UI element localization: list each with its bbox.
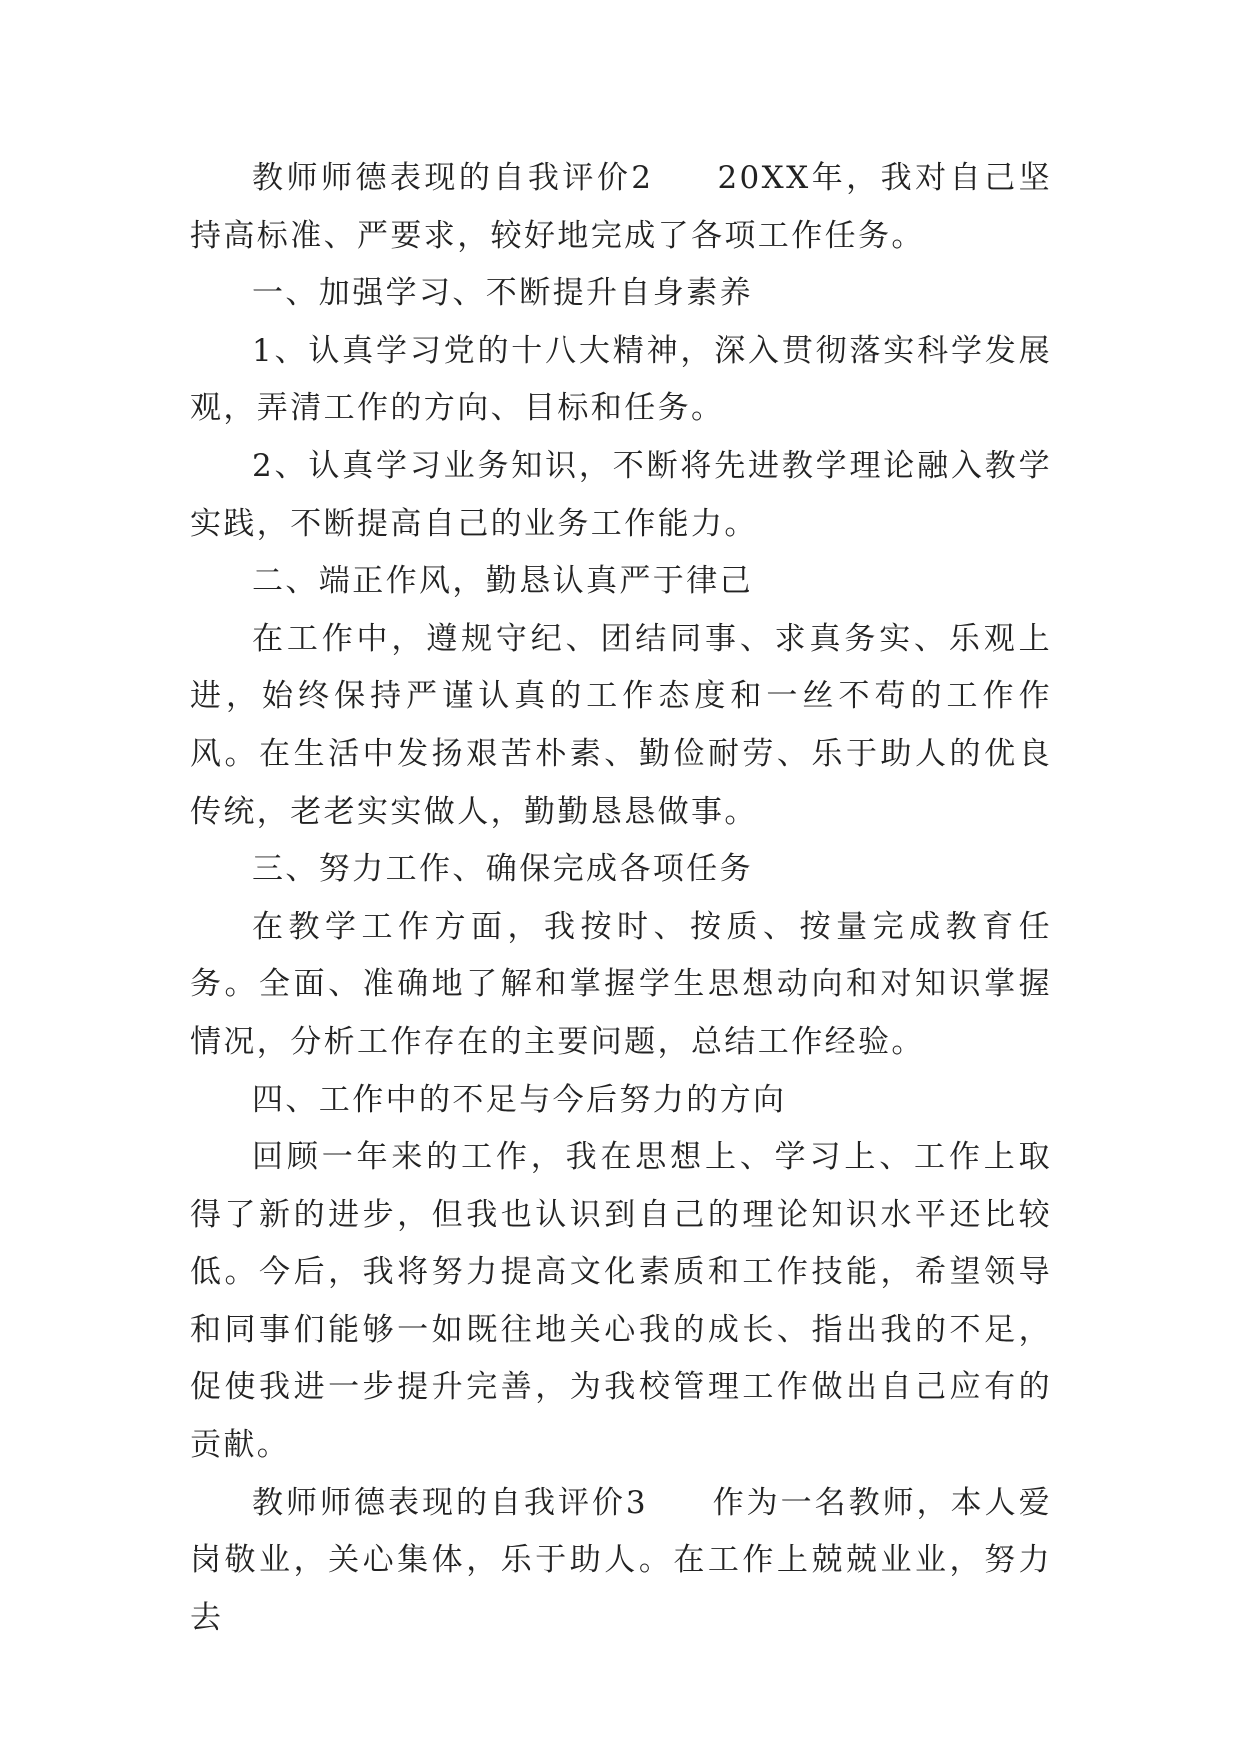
paragraph-intro-evaluation-2 <box>190 150 1052 265</box>
paragraph-work-style: 在工作中，遵规守纪、团结同事、求真务实、乐观上进，始终保持严谨认真的工作态度和一丝不苟的工作作风。在生活中发扬艰苦朴素、勤俭耐劳、乐于助人的优良传统，老老实实做人，勤勤恳恳做事。 <box>190 620 1052 830</box>
heading-section-3: 三、努力工作、确保完成各项任务 <box>252 851 753 888</box>
heading-section-1: 一、加强学习、不断提升自身素养 <box>252 275 753 312</box>
section-title: 教师师德表现的自我评价3 <box>252 1484 649 1521</box>
paragraph-text: 20XX年，我对自己坚持高标准、严要求，较好地完成了各项工作任务。 <box>190 160 1052 254</box>
paragraph-intro-evaluation-3 <box>190 1475 1052 1648</box>
paragraph-item-2: 2、认真学习业务知识，不断将先进教学理论融入教学实践，不断提高自己的业务工作能力。 <box>190 447 1052 542</box>
paragraph-text: 作为一名教师，本人爱岗敬业，关心集体，乐于助人。在工作上兢兢业业，努力去 <box>190 1484 1052 1636</box>
paragraph-review: 回顾一年来的工作，我在思想上、学习上、工作上取得了新的进步，但我也认识到自己的理论知识水平还比较低。今后，我将努力提高文化素质和工作技能，希望领导和同事们能够一如既往地关心我的成长、指出我的不足，促使我进一步提升完善，为我校管理工作做出自己应有的贡献。 <box>190 1139 1052 1464</box>
paragraph-teaching-work: 在教学工作方面，我按时、按质、按量完成教育任务。全面、准确地了解和掌握学生思想动向和对知识掌握情况，分析工作存在的主要问题，总结工作经验。 <box>190 908 1052 1060</box>
document-body <box>190 150 1052 1647</box>
section-title: 教师师德表现的自我评价2 <box>252 160 654 196</box>
heading-section-4: 四、工作中的不足与今后努力的方向 <box>252 1081 787 1118</box>
paragraph-item-1: 1、认真学习党的十八大精神，深入贯彻落实科学发展观，弄清工作的方向、目标和任务。 <box>190 332 1052 427</box>
heading-section-2: 二、端正作风，勤恳认真严于律己 <box>252 563 753 600</box>
